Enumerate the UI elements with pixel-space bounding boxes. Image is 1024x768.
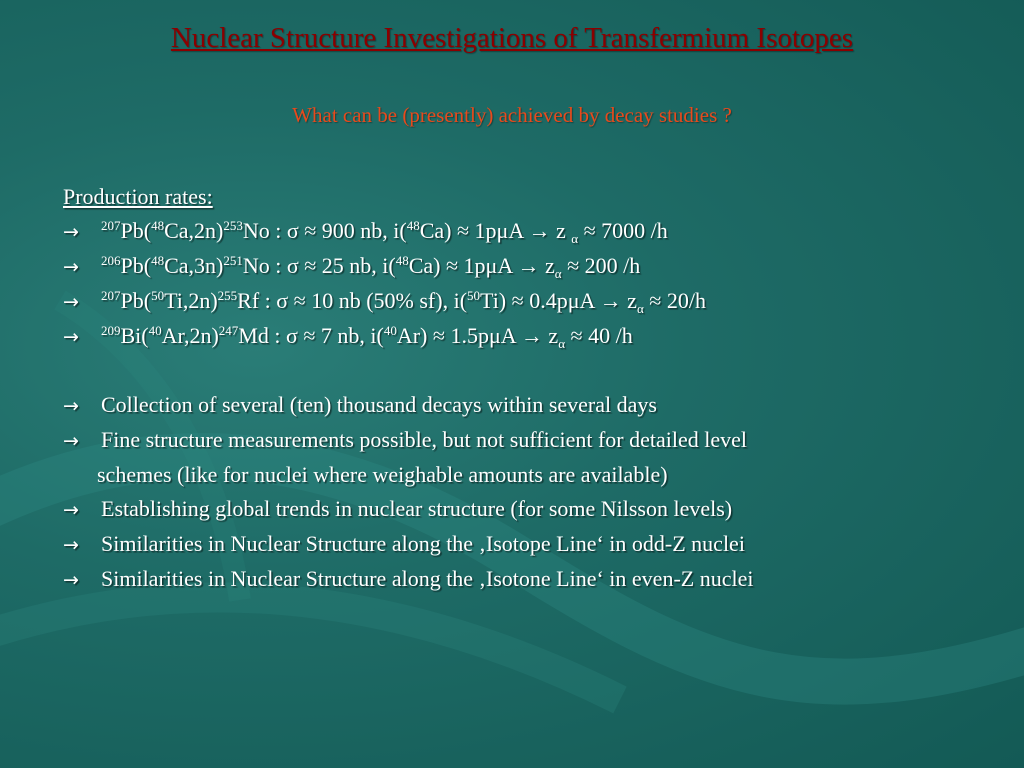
arrow-icon: → [63,534,79,556]
slide-content [63,180,1003,597]
bullet-continuation: schemes (like for nuclei where weighable amounts are available) [97,462,668,487]
bullet-item [63,388,1003,423]
bullet-item [63,527,1003,562]
arrow-icon: → [63,430,79,452]
bullet-item [63,423,1003,458]
production-rates-heading: Production rates: [63,184,213,209]
spacer [63,354,1003,388]
slide-title: Nuclear Structure Investigations of Transfermium Isotopes [170,22,854,54]
bullet-text: Fine structure measurements possible, but not sufficient for detailed level [101,427,747,452]
bullet-text: Similarities in Nuclear Structure along the ‚Isotope Line‘ in odd-Z nuclei [101,531,745,556]
slide-subtitle: What can be (presently) achieved by decay studies ? [292,103,732,127]
arrow-icon: → [63,221,79,243]
arrow-icon: → [63,499,79,521]
reaction-line: → $^{206}Pb(^{48}Ca,3n)^{251}No$ : σ ≈ 25 nb, $i(^{48}Ca) \approx 1p\mu A \to z_\alpha \approx 200$ /h [63,249,1003,284]
bullet-item [63,492,1003,527]
arrow-icon: → [63,256,79,278]
reaction-line: → $^{207}Pb(^{50}Ti,2n)^{255}Rf$ : σ ≈ 10 nb (50% sf), $i(^{50}Ti) \approx 0.4p\mu A \to z_\alpha \approx 20/h$ [63,284,1003,319]
bullet-text: Collection of several (ten) thousand decays within several days [101,392,657,417]
reaction-line: → $^{209}Bi(^{40}Ar,2n)^{247}Md$ : σ ≈ 7 nb, $i(^{40}Ar) \approx 1.5p\mu A \to z_\alpha \approx 40$ /h [63,319,1003,354]
arrow-icon: → [63,395,79,417]
bullet-item [63,562,1003,597]
arrow-icon: → [63,291,79,313]
bullet-text: Similarities in Nuclear Structure along the ‚Isotone Line‘ in even-Z nuclei [101,566,754,591]
reaction-line: → $^{207}Pb(^{48}Ca,2n)^{253}No$ : σ ≈ 900 nb, i($^{48}$Ca) ≈ 1pμA → z $_\alpha$ ≈ 7000 /h [63,214,1003,249]
arrow-icon: → [63,569,79,591]
arrow-icon: → [63,326,79,348]
bullet-text: Establishing global trends in nuclear structure (for some Nilsson levels) [101,496,733,521]
